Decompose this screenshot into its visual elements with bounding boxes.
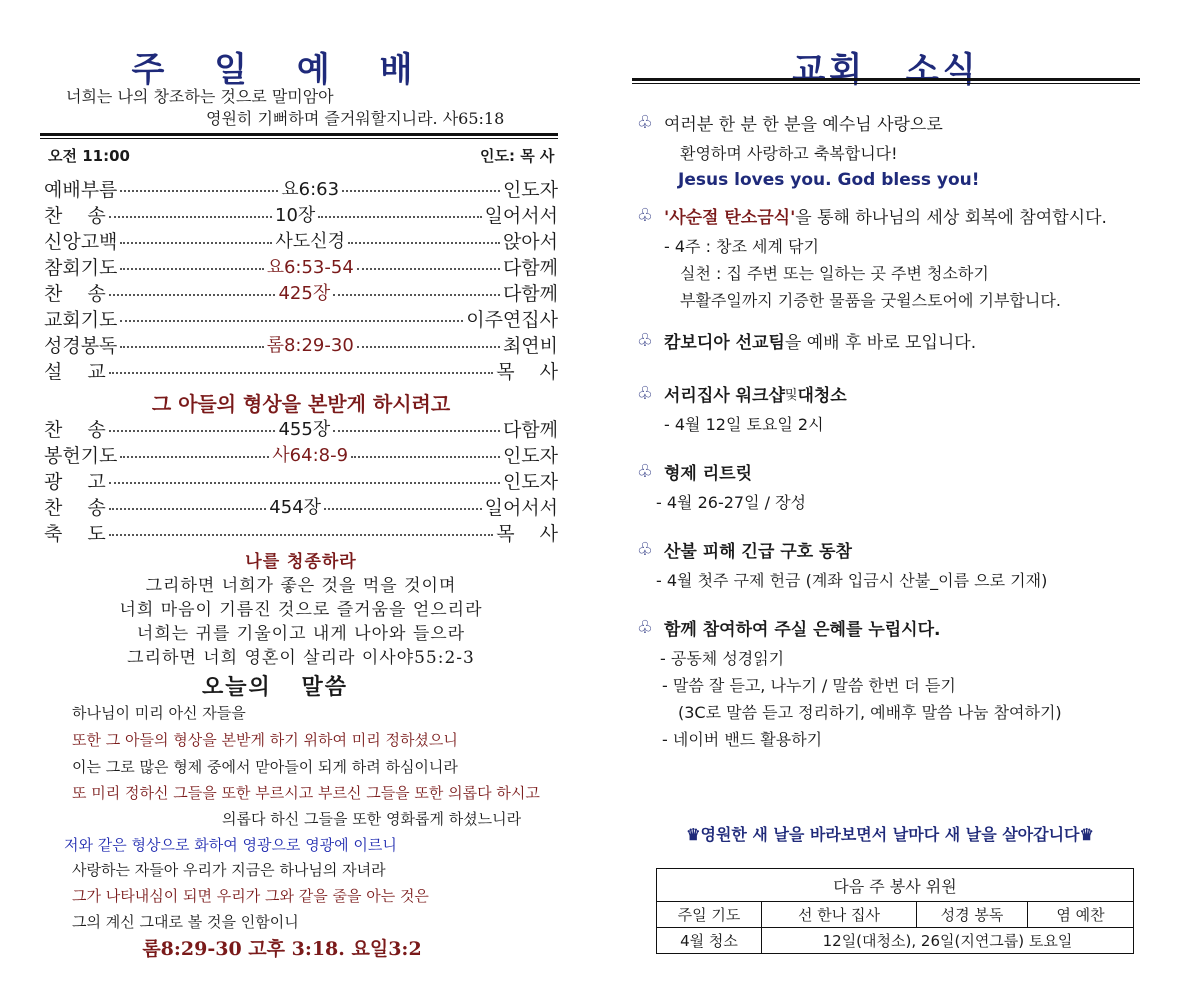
- dot-leader: [342, 190, 500, 192]
- worship-order-item: [44, 467, 558, 493]
- table-row-value: 12일(대청소), 26일(지연그룹) 토요일: [762, 928, 1134, 954]
- volunteer-table: [656, 868, 1134, 954]
- verse-line-1: 너희는 나의 창조하는 것으로 말미암아: [66, 87, 334, 106]
- poem-line: 너희는 귀를 기울이고 내게 나아와 들으라: [136, 624, 466, 644]
- church-news-title: 교회 소식: [792, 50, 980, 90]
- table-header-cell: 염 예찬: [1028, 902, 1134, 928]
- order-person: 앉아서: [502, 230, 559, 253]
- order-label: 예배부름: [44, 178, 118, 201]
- dot-leader: [348, 242, 500, 244]
- word-line: 하나님이 미리 아신 자들을: [72, 704, 246, 722]
- order-label: 참회기도: [44, 256, 118, 279]
- order-reference: 사64:8-9: [272, 445, 349, 466]
- poem-title: 나를 청종하라: [245, 552, 357, 572]
- order-person: 일어서서: [484, 496, 559, 519]
- worship-order-item: [44, 201, 558, 227]
- worship-order-item: [44, 279, 558, 305]
- news-lent-fasting: ♧ '사순절 탄소금식' 을 통해 하나님의 세상 회복에 참여합시다. - 4주 : 창조 세계 닦기 실천 : 집 주변 또는 일하는 곳 주변 청소하기 부활주일까지 기증한 물품을 굿윌스토어에 기부합니다.: [634, 203, 1140, 311]
- order-person: 목 사: [496, 360, 558, 383]
- word-line: 또 미리 정하신 그들을 또한 부르시고 부르신 그들을 또한 의롭다 하시고: [72, 784, 540, 802]
- worship-title: 주 일 예 배: [131, 50, 417, 90]
- dot-leader: [120, 346, 263, 348]
- dot-leader: [109, 508, 267, 510]
- order-label: 성경봉독: [44, 334, 118, 357]
- news-deacon-workshop: ♧ 서리집사 워크샵 및 대청소 - 4월 12일 토요일 2시: [634, 381, 1140, 435]
- todays-word-title: 오늘의 말씀: [202, 675, 348, 700]
- dot-leader: [357, 346, 500, 348]
- service-leader: 인도: 목 사: [480, 147, 555, 165]
- worship-order-item: [44, 441, 558, 467]
- word-line: 그의 계신 그대로 볼 것을 인함이니: [72, 913, 299, 931]
- order-label: 축 도: [44, 522, 106, 545]
- worship-order-item: [44, 227, 558, 253]
- dot-leader: [333, 294, 500, 296]
- dot-leader: [109, 294, 276, 296]
- poem-line: 너희 마음이 기름진 것으로 즐거움을 얻으리라: [119, 600, 483, 620]
- order-person: 최연비: [502, 334, 559, 357]
- clover-icon: ♧: [636, 461, 654, 482]
- dot-leader: [120, 456, 269, 458]
- volunteer-table-caption: 다음 주 봉사 위원: [657, 869, 1134, 902]
- order-label: 찬 송: [44, 282, 106, 305]
- order-label: 찬 송: [44, 496, 106, 519]
- order-reference: 사도신경: [275, 231, 345, 252]
- worship-order-item: [44, 357, 558, 383]
- clover-icon: ♧: [636, 330, 654, 351]
- order-reference: 455장: [278, 419, 331, 440]
- news-participate: ♧ 함께 참여하여 주실 은혜를 누립시다. - 공동체 성경읽기 - 말씀 잘 듣고, 나누기 / 말씀 한번 더 듣기 (3C로 말씀 듣고 정리하기, 예배후 말씀 나눔 참여하기) - 네이버 밴드 활용하기: [634, 615, 1140, 750]
- order-reference: 요6:53-54: [266, 257, 354, 278]
- worship-order-item: [44, 175, 558, 201]
- dot-leader: [109, 216, 272, 218]
- order-person: 목 사: [496, 522, 558, 545]
- motto-banner: ♛영원한 새 날을 바라보면서 날마다 새 날을 살아갑니다♛: [686, 825, 1094, 844]
- order-person: 다함께: [502, 418, 558, 441]
- worship-order-item: [44, 253, 558, 279]
- word-line: 저와 같은 형상으로 화하여 영광으로 영광에 이르니: [64, 836, 397, 854]
- order-person: 인도자: [502, 470, 558, 493]
- dot-leader: [351, 456, 500, 458]
- order-reference: 롬8:29-30: [266, 335, 354, 356]
- order-reference: 10장: [275, 205, 316, 226]
- order-person: 다함께: [502, 282, 558, 305]
- word-line: 의롭다 하신 그들을 또한 영화롭게 하셨느니라: [222, 810, 522, 828]
- order-label: 광 고: [44, 470, 106, 493]
- order-person: 이주연집사: [466, 308, 558, 331]
- right-divider: [632, 78, 1140, 84]
- order-person: 인도자: [502, 444, 558, 467]
- clover-icon: ♧: [636, 617, 654, 638]
- order-label: 찬 송: [44, 204, 106, 227]
- clover-icon: ♧: [636, 383, 654, 404]
- word-line: 또한 그 아들의 형상을 본받게 하기 위하여 미리 정하셨으니: [72, 731, 458, 749]
- order-label: 신앙고백: [44, 230, 118, 253]
- word-line: 그가 나타내심이 되면 우리가 그와 같을 줄을 아는 것은: [72, 887, 429, 905]
- dot-leader: [120, 242, 272, 244]
- order-reference: 425장: [278, 283, 331, 304]
- dot-leader: [120, 190, 278, 192]
- word-line: 사랑하는 자들아 우리가 지금은 하나님의 자녀라: [72, 861, 386, 879]
- worship-order-item: [44, 519, 558, 545]
- news-welcome: ♧ 여러분 한 분 한 분을 예수님 사랑으로 환영하며 사랑하고 축복합니다! Jesus loves you. God bless you!: [634, 110, 1140, 190]
- order-reference: 454장: [269, 497, 322, 518]
- table-header-cell: 성경 봉독: [917, 902, 1028, 928]
- service-time: 오전 11:00: [48, 147, 130, 165]
- poem-line: 그리하면 너희 영혼이 살리라 이사야55:2-3: [127, 648, 475, 668]
- dot-leader: [109, 534, 494, 536]
- table-header-cell: 주일 기도: [657, 902, 762, 928]
- dot-leader: [109, 482, 500, 484]
- order-person: 인도자: [502, 178, 559, 201]
- word-line: 이는 그로 많은 형제 중에서 맏아들이 되게 하려 하심이니라: [72, 758, 458, 776]
- clover-icon: ♧: [636, 539, 654, 560]
- sermon-title: 그 아들의 형상을 본받게 하시려고: [151, 392, 451, 416]
- table-header-cell: 선 한나 집사: [762, 902, 917, 928]
- news-wildfire-relief: ♧ 산불 피해 긴급 구호 동참 - 4월 첫주 구제 헌금 (계좌 입금시 산불_이름 으로 기재): [634, 537, 1140, 591]
- dot-leader: [333, 430, 500, 432]
- worship-order-item: [44, 305, 558, 331]
- dot-leader: [357, 268, 500, 270]
- order-person: 다함께: [502, 256, 559, 279]
- news-cambodia-mission: ♧ 캄보디아 선교팀 을 예배 후 바로 모입니다.: [634, 328, 1140, 353]
- worship-order-item: [44, 331, 558, 357]
- order-label: 찬 송: [44, 418, 106, 441]
- order-label: 설 교: [44, 360, 106, 383]
- dot-leader: [109, 430, 276, 432]
- order-person: 일어서서: [484, 204, 558, 227]
- dot-leader: [109, 372, 494, 374]
- worship-order-item: [44, 493, 558, 519]
- word-reference: 롬8:29-30 고후 3:18. 요일3:2: [142, 938, 422, 960]
- order-label: 봉헌기도: [44, 444, 118, 467]
- poem-line: 그리하면 너희가 좋은 것을 먹을 것이며: [145, 576, 457, 596]
- left-divider: [40, 133, 558, 139]
- dot-leader: [120, 320, 463, 322]
- clover-icon: ♧: [636, 205, 654, 226]
- clover-icon: ♧: [636, 112, 654, 133]
- dot-leader: [318, 216, 481, 218]
- table-row-label: 4월 청소: [657, 928, 762, 954]
- order-reference: 요6:63: [281, 179, 340, 200]
- verse-line-2: 영원히 기뻐하며 즐거워할지니라. 사65:18: [206, 109, 505, 128]
- worship-order-item: [44, 415, 558, 441]
- news-brothers-retreat: ♧ 형제 리트릿 - 4월 26-27일 / 장성: [634, 459, 1140, 513]
- dot-leader: [324, 508, 482, 510]
- dot-leader: [120, 268, 263, 270]
- order-label: 교회기도: [44, 308, 118, 331]
